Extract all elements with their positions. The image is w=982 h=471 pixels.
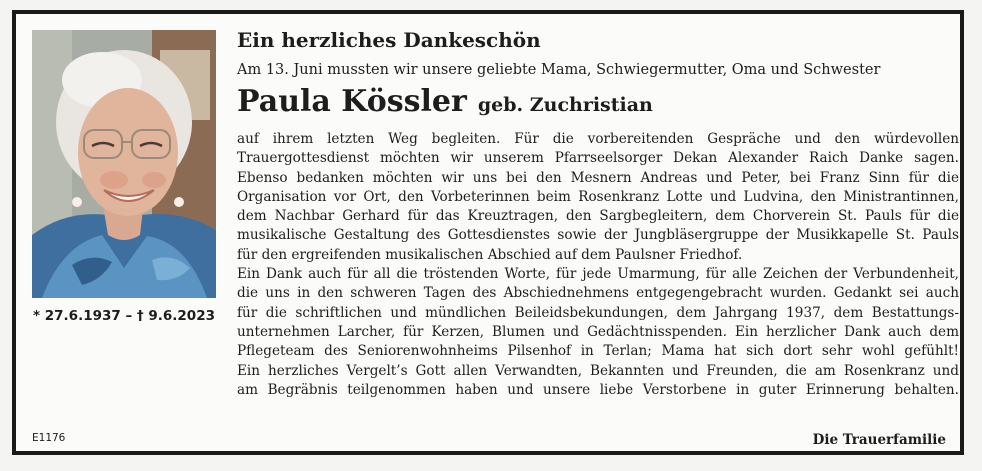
body-line: Pflegeteam des Seniorenwohnheims Pilsenhof in Terlan; Mama hat sich dort sehr wohl gefühlt! — [237, 343, 959, 360]
life-dates: * 27.6.1937 – † 9.6.2023 — [33, 308, 215, 324]
body-line: unternehmen Larcher, für Kerzen, Blumen und Gedächtnisspenden. Ein herzlicher Dank auch dem — [237, 323, 959, 340]
body-line: musikalische Gestaltung des Gottesdienstes sowie der Jungbläsergruppe der Musikkapelle St. Pauls — [237, 227, 959, 244]
obituary-card — [12, 10, 964, 455]
body-line: Ein Dank auch für all die tröstenden Worte, für jede Umarmung, für alle Zeichen der Verbundenheit, — [237, 266, 959, 283]
body-line: für die schriftlichen und mündlichen Beileidsbekundungen, dem Jahrgang 1937, dem Bestattungs- — [237, 304, 959, 321]
intro-line: Am 13. Juni mussten wir unsere geliebte Mama, Schwiegermutter, Oma und Schwester — [237, 62, 881, 78]
body-line: Ebenso bedanken möchten wir uns bei den Mesnern Andreas und Peter, bei Franz Sinn für die — [237, 169, 959, 186]
body-line: Organisation vor Ort, den Vorbeterinnen beim Rosenkranz Lotte und Ludvina, den Ministrantinnen, — [237, 188, 959, 205]
deceased-name: Paula Kössler — [237, 84, 467, 119]
thank-you-heading: Ein herzliches Dankeschön — [237, 28, 541, 52]
text-column — [237, 26, 959, 400]
body-line: am Begräbnis teilgenommen haben und unsere liebe Verstorbene in guter Erinnerung behalten. — [237, 381, 959, 398]
body-line: dem Nachbar Gerhard für das Kreuztragen, den Sargbegleitern, dem Chorverein St. Pauls für die — [237, 208, 959, 225]
body-line: Trauergottesdienst möchten wir unserem Pfarrseelsorger Dekan Alexander Raich Danke sagen. — [237, 150, 959, 167]
body-line: die uns in den schweren Tagen des Abschiednehmens entgegengebracht wurden. Gedankt sei auch — [237, 285, 959, 302]
signature: Die Trauerfamilie — [812, 432, 946, 448]
name-row — [237, 82, 959, 126]
portrait-photo — [32, 30, 216, 298]
body-line: auf ihrem letzten Weg begleiten. Für die vorbereitenden Gespräche und den würdevollen — [237, 131, 959, 147]
body-line: für den ergreifenden musikalischen Abschied auf dem Paulsner Friedhof. — [237, 246, 743, 263]
ad-code: E1176 — [32, 432, 66, 444]
birth-name: geb. Zuchristian — [477, 94, 653, 116]
body-text — [237, 130, 959, 400]
body-line: Ein herzliches Vergelt’s Gott allen Verwandten, Bekannten und Freunden, die am Rosenkranz und — [237, 362, 959, 379]
